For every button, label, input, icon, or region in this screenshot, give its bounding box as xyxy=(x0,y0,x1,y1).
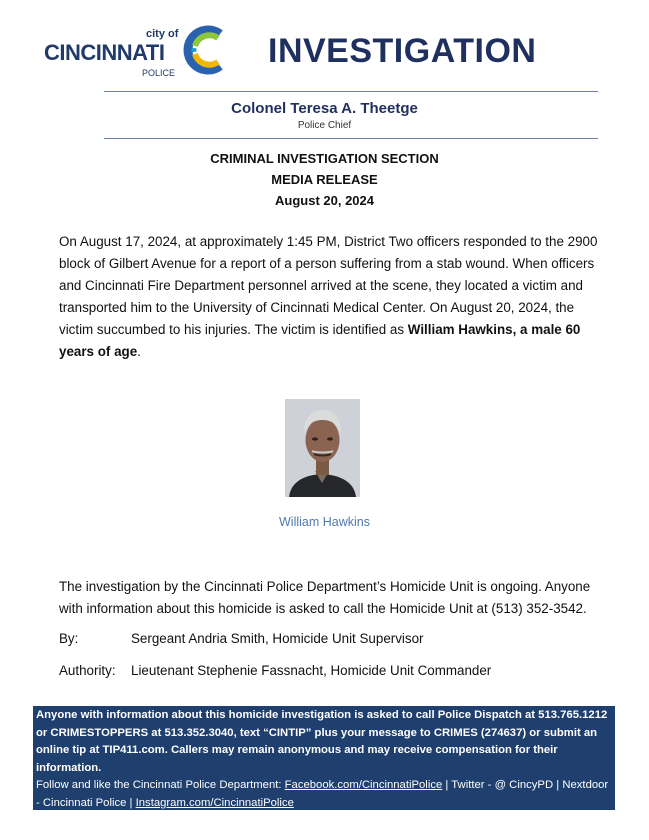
logo-c-icon xyxy=(180,24,230,76)
divider-bottom xyxy=(104,138,598,139)
release-type: MEDIA RELEASE xyxy=(271,172,378,187)
by-row xyxy=(59,631,579,649)
photo-caption: William Hawkins xyxy=(279,515,370,529)
follow-prefix: Follow and like the Cincinnati Police Department: xyxy=(36,779,285,791)
tip-text: Anyone with information about this homicide investigation is asked to call Police Dispatch at 513.765.1212 or CRIMESTOPPERS at 513.352.3040, text “CINTIP” plus your message to CRIMES (274637) or submit an online tip at TIP411.com. Callers may remain anonymous and may receive compensation for their information. xyxy=(36,709,608,774)
facebook-link[interactable]: Facebook.com/CincinnatiPolice xyxy=(284,779,443,791)
authority-value: Lieutenant Stephenie Fassnacht, Homicide Unit Commander xyxy=(131,663,492,678)
cincinnati-police-logo xyxy=(44,24,234,80)
authority-label: Authority: xyxy=(59,663,116,678)
header xyxy=(44,22,604,82)
instagram-link[interactable]: Instagram.com/CincinnatiPolice xyxy=(135,796,294,809)
investigation-paragraph: The investigation by the Cincinnati Police Department’s Homicide Unit is ongoing. Anyone with information about this homicide is asked to call the Homicide Unit at (513) 352-3542. xyxy=(59,579,591,616)
logo-city-text: city of xyxy=(146,28,179,40)
incident-paragraph xyxy=(59,231,607,363)
logo-sub-text: POLICE xyxy=(142,68,176,78)
page-title: INVESTIGATION xyxy=(268,32,537,70)
divider-top xyxy=(104,91,598,92)
chief-title: Police Chief xyxy=(297,120,352,131)
section-heading: CRIMINAL INVESTIGATION SECTION xyxy=(210,151,439,166)
authority-row xyxy=(59,663,579,681)
social-separator: | Twitter - @ CincyPD | Nextdoor - Cincinnati Police | xyxy=(36,779,609,809)
incident-end: . xyxy=(137,344,141,359)
victim-photo xyxy=(285,399,360,497)
chief-name: Colonel Teresa A. Theetge xyxy=(231,100,418,117)
by-value: Sergeant Andria Smith, Homicide Unit Supervisor xyxy=(131,631,424,646)
by-label: By: xyxy=(59,631,79,646)
incident-text: On August 17, 2024, at approximately 1:45 PM, District Two officers responded to the 2900 block of Gilbert Avenue for a report of a person suffering from a stab wound. When officers and Cincinnati Fire Department personnel arrived at the scene, they located a victim and transported him to the University of Cincinnati Medical Center. On August 20, 2024, the victim succumbed to his injuries. The victim is identified as xyxy=(59,234,598,337)
footer-contact-box xyxy=(33,706,615,810)
logo-main-text: CINCINNATI xyxy=(44,40,165,65)
victim-identity: William Hawkins, a male 60 years of age xyxy=(59,322,581,359)
release-date: August 20, 2024 xyxy=(275,193,374,208)
